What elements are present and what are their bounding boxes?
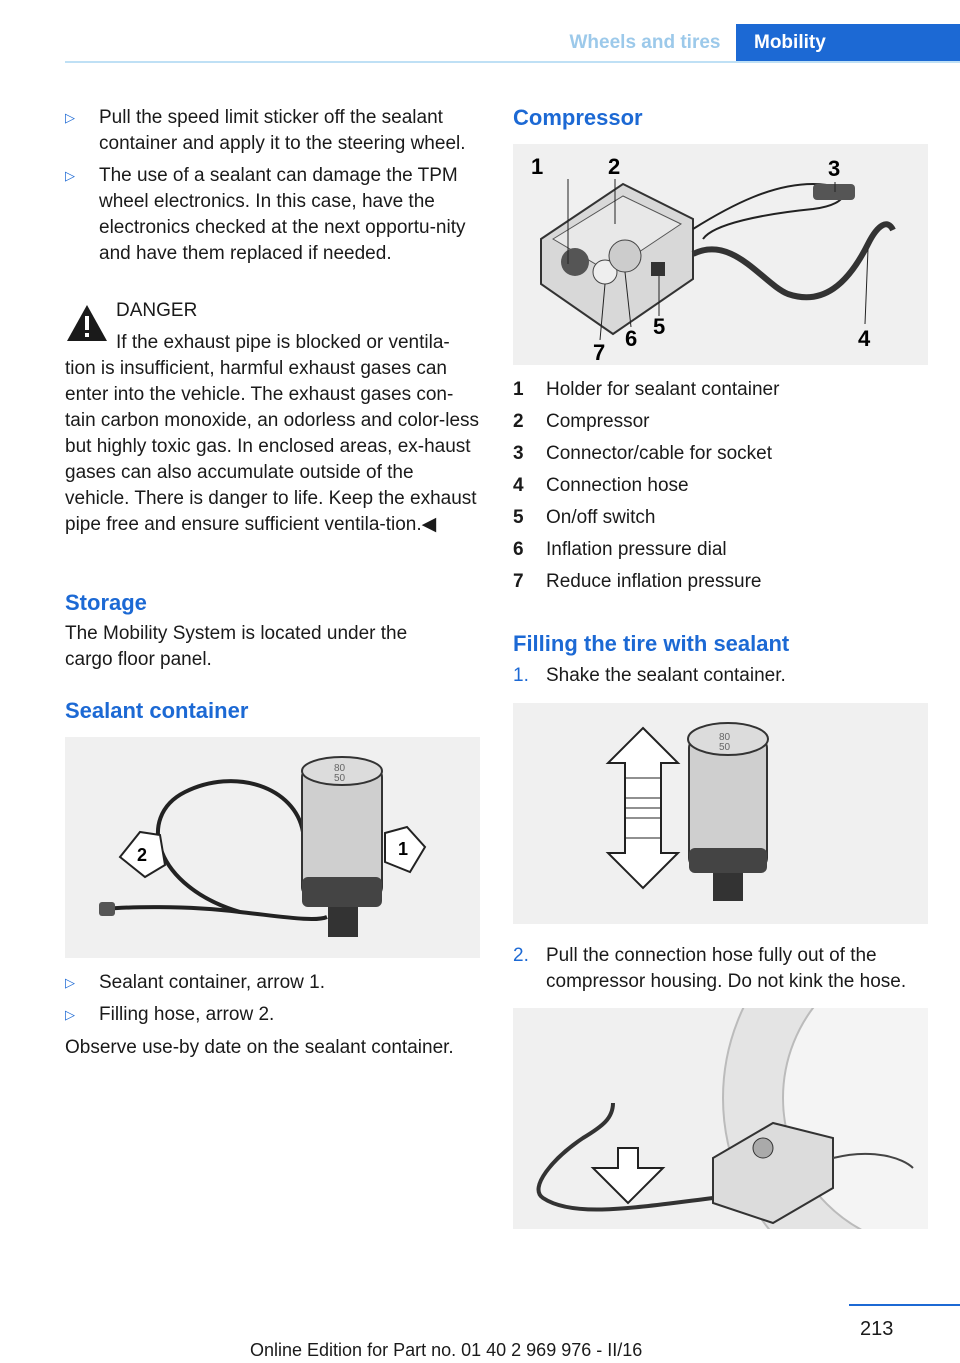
bullet-triangle-icon: ▷ bbox=[65, 168, 75, 183]
arrow-2-label: 2 bbox=[137, 845, 148, 865]
callout-1: 1 bbox=[531, 154, 544, 179]
header-rule bbox=[65, 61, 960, 63]
danger-label: DANGER bbox=[116, 300, 198, 321]
callout-7: 7 bbox=[593, 340, 606, 365]
arrow-1-label: 1 bbox=[398, 839, 409, 859]
legend-number: 6 bbox=[513, 539, 524, 560]
list-item-text: The use of a sealant can damage the TPM wheel electronics. In this case, have the electronics checked at the next opportu-nity and have them replaced if needed. bbox=[99, 165, 466, 264]
legend-text: On/off switch bbox=[546, 507, 656, 528]
gauge-bottom-label: 50 bbox=[719, 742, 731, 753]
step-text: Shake the sealant container. bbox=[546, 665, 786, 686]
legend-item bbox=[513, 534, 928, 566]
step-number: 2. bbox=[513, 945, 529, 966]
legend-number: 1 bbox=[513, 379, 524, 400]
compressor-heading: Compressor bbox=[513, 105, 643, 130]
legend-item bbox=[513, 502, 928, 534]
legend-number: 4 bbox=[513, 475, 524, 496]
header-section-tab[interactable]: Wheels and tires bbox=[569, 32, 721, 53]
storage-text: The Mobility System is located under the cargo floor panel. bbox=[65, 623, 408, 670]
legend-item bbox=[513, 406, 928, 438]
legend-text: Holder for sealant container bbox=[546, 379, 780, 400]
bullet-triangle-icon: ▷ bbox=[65, 110, 75, 125]
callout-6: 6 bbox=[625, 326, 638, 351]
callout-4: 4 bbox=[858, 326, 871, 351]
sealant-heading: Sealant container bbox=[65, 698, 249, 723]
shake-container-figure bbox=[513, 703, 928, 924]
footer-rule bbox=[849, 1304, 960, 1306]
page-number: 213 bbox=[860, 1318, 894, 1340]
legend-item bbox=[513, 470, 928, 502]
gauge-top-label: 80 bbox=[334, 763, 346, 774]
storage-heading: Storage bbox=[65, 590, 147, 615]
compressor-legend bbox=[513, 374, 928, 598]
list-item-text: Sealant container, arrow 1. bbox=[99, 972, 326, 993]
step-number: 1. bbox=[513, 665, 529, 686]
legend-number: 7 bbox=[513, 571, 524, 592]
legend-item bbox=[513, 374, 928, 406]
sealant-container-figure bbox=[65, 737, 480, 958]
list-item-text: Pull the speed limit sticker off the sealant container and apply it to the steering wheel. bbox=[99, 107, 466, 154]
header-chapter-tab[interactable]: Mobility bbox=[736, 24, 960, 62]
gauge-bottom-label: 50 bbox=[334, 773, 346, 784]
step-1 bbox=[513, 663, 928, 689]
legend-item bbox=[513, 438, 928, 470]
gauge-top-label: 80 bbox=[719, 732, 731, 743]
step-text: Pull the connection hose fully out of the compressor housing. Do not kink the hose. bbox=[546, 945, 907, 992]
compressor-figure bbox=[513, 144, 928, 365]
left-column bbox=[65, 105, 480, 273]
legend-number: 5 bbox=[513, 507, 524, 528]
sealant-list bbox=[65, 970, 480, 1034]
step-2 bbox=[513, 943, 928, 995]
list-item bbox=[65, 105, 480, 157]
bullet-triangle-icon: ▷ bbox=[65, 975, 75, 990]
pull-hose-figure bbox=[513, 1008, 928, 1229]
filling-heading: Filling the tire with sealant bbox=[513, 631, 790, 656]
legend-text: Inflation pressure dial bbox=[546, 539, 727, 560]
legend-number: 3 bbox=[513, 443, 524, 464]
list-item bbox=[65, 1002, 480, 1028]
list-item bbox=[65, 970, 480, 996]
callout-2: 2 bbox=[608, 154, 621, 179]
legend-number: 2 bbox=[513, 411, 524, 432]
callout-5: 5 bbox=[653, 314, 666, 339]
list-item bbox=[65, 163, 480, 267]
list-item-text: Filling hose, arrow 2. bbox=[99, 1004, 275, 1025]
legend-text: Compressor bbox=[546, 411, 650, 432]
danger-text: If the exhaust pipe is blocked or ventila-tion is insufficient, harmful exhaust gases can enter into the vehicle. The exhaust gases con-tain carbon monoxide, an odorless and color-less but highly toxic gas. In enclosed areas, ex-haust gases can also accumulate outside of the vehicle. There is danger to life. Keep the exhaust pipe free and ensure sufficient ventila-tion.◀ bbox=[65, 332, 480, 535]
legend-item bbox=[513, 566, 928, 598]
legend-text: Connection hose bbox=[546, 475, 689, 496]
sealant-note: Observe use-by date on the sealant container. bbox=[65, 1037, 454, 1058]
callout-3: 3 bbox=[828, 156, 841, 181]
legend-text: Connector/cable for socket bbox=[546, 443, 773, 464]
legend-text: Reduce inflation pressure bbox=[546, 571, 762, 592]
edition-text: Online Edition for Part no. 01 40 2 969 976 - II/16 bbox=[250, 1340, 643, 1360]
bullet-triangle-icon: ▷ bbox=[65, 1007, 75, 1022]
